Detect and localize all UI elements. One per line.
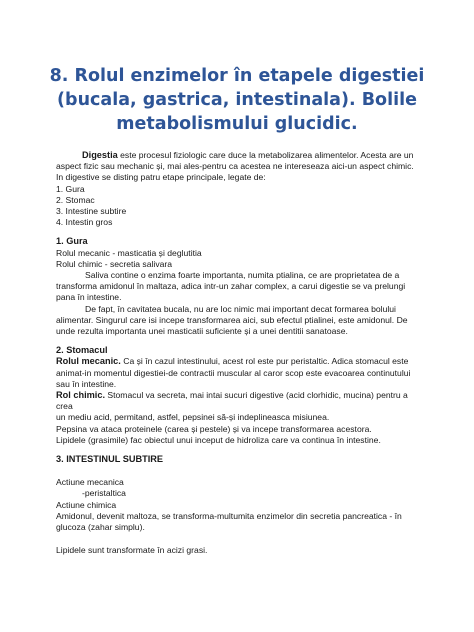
title-line-2: (bucala, gastrica, intestinala). Bolile [57,90,417,110]
gura-para2-line-3: unde rezulta importanta unei masticatii suficiente și a unei dentitii sanatoase. [56,326,348,337]
page-title [40,64,434,136]
document-body [56,150,426,557]
label-rol-chimic: Rol chimic. [56,390,106,401]
intro-line-1-text: este procesul fiziologic care duce la metabolizarea alimentelor. Acesta are un [117,150,414,160]
intestin-chimica-line: Actiune chimica [56,499,117,510]
term-digestia: Digestia [82,150,118,160]
intestin-amidon-line-1: Amidonul, devenit maltoza, se transforma-multumita enzimelor din secretia pancreatica - în [56,510,402,521]
stomac-chim-line-1-text: Stomacul va secreta, mai intai sucuri digestive (acid clorhidic, mucina) pentru a crea [56,390,408,412]
gura-para2-line-2: alimentar. Singurul care isi incepe transformarea aici, sub efectul ptialinei, este amidonul. De [56,314,408,325]
title-line-1: 8. Rolul enzimelor în etapele digestiei [49,66,425,86]
stomac-pepsina-line: Pepsina va ataca proteinele (carea și pestele) și va incepe transformarea acestora. [56,423,372,434]
stage-item: 2. Stomac [56,194,95,205]
stage-item: 4. Intestin gros [56,217,113,228]
gura-para1-line-2: transforma amidonul în maltaza, adica intr-un zahar complex, a carui digestie se va prelungi [56,281,406,292]
intro-line-2: aspect fizic sau mechanic și, mai ales-pentru ca acestea ne intereseaza aici-un aspect chimic. [56,161,414,172]
gura-para1-line-3: pana în intestine. [56,292,122,303]
gura-line-1: Rolul mecanic - masticatia și deglutitia [56,247,202,258]
label-rol-mecanic: Rolul mecanic. [56,356,121,367]
gura-line-2: Rolul chimic - secretia salivara [56,258,173,269]
stomac-chim-line-1 [56,390,426,412]
stomac-lipidele-line: Lipidele (grasimile) fac obiectul unui inceput de hidroliza care va continua în intestine. [56,434,381,445]
intestin-lipide-line: Lipidele sunt transformate în acizi grasi. [56,545,208,556]
stomac-mec-line-2: animat-in momentul digestiei-de contractii muscular al caror scop este evacoarea continutului [56,367,411,378]
stage-item: 1. Gura [56,183,85,194]
gura-para2-line-1: De fapt, în cavitatea bucala, nu are loc nimic mai important decat formarea bolului [85,303,396,314]
stage-item: 3. Intestine subtire [56,206,127,217]
stomac-mec-line-1 [56,356,426,367]
section-heading-gura: 1. Gura [56,236,88,247]
intestin-peristaltica-line: -peristaltica [82,488,126,499]
intro-line-3: In digestive se disting patru etape principale, legate de: [56,172,266,183]
section-heading-stomac: 2. Stomacul [56,345,108,356]
title-line-3: metabolismului glucidic. [116,114,358,134]
gura-para1-line-1: Saliva contine o enzima foarte importanta, numita ptialina, ce are proprietatea de a [85,270,400,281]
stomac-mec-line-1-text: Ca și în cazul intestinului, acest rol este pur peristaltic. Adica stomacul este [120,356,409,367]
section-heading-intestin: 3. INTESTINUL SUBTIRE [56,454,164,465]
stomac-mec-line-3: sau în intestine. [56,378,117,389]
intestin-amidon-line-2: glucoza (zahar simplu). [56,522,145,533]
intro-line-1 [56,150,426,161]
intestin-mecanica-line: Actiune mecanica [56,477,124,488]
stomac-chim-line-2: un mediu acid, permitand, astfel, pepsinei să-și indeplineasca misiunea. [56,412,330,423]
